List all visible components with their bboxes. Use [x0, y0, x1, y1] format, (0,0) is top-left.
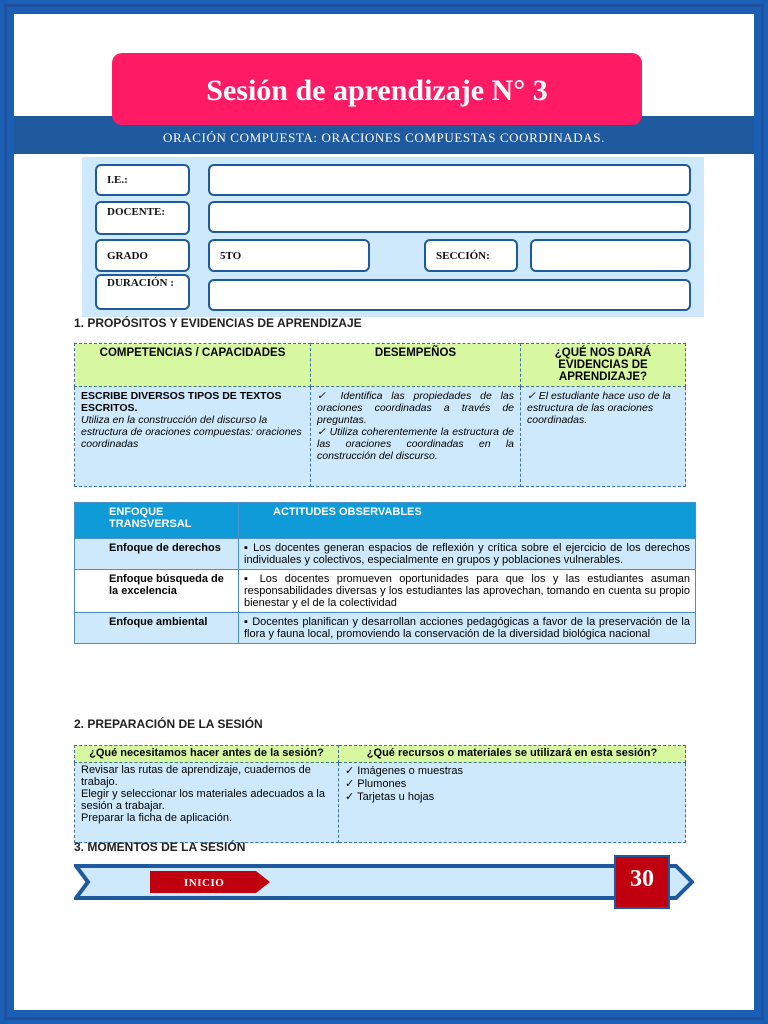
header-enfoque: ENFOQUE TRANSVERSAL	[75, 503, 239, 539]
ie-field[interactable]	[208, 164, 691, 196]
list-item: ✓ Tarjetas u hojas	[345, 791, 435, 803]
list-item: ✓ El estudiante hace uso de la estructura de las oraciones coordinadas.	[527, 390, 671, 426]
enfoques-table	[74, 502, 696, 644]
preparacion-table	[74, 745, 686, 843]
inicio-label: INICIO	[184, 877, 225, 889]
header-antes: ¿Qué necesitamos hacer antes de la sesión?	[75, 746, 339, 763]
competencia-title: ESCRIBE DIVERSOS TIPOS DE TEXTOS ESCRITOS.	[81, 390, 282, 414]
header-competencias: COMPETENCIAS / CAPACIDADES	[75, 344, 311, 387]
desempenos-cell	[311, 387, 521, 487]
list-item: ✓ Utiliza coherentemente la estructura de las oraciones coordinadas en la construcción del discurso.	[317, 426, 515, 462]
bullet-icon: ▪	[244, 573, 260, 585]
seccion-field[interactable]	[530, 239, 691, 272]
propositos-table	[74, 343, 686, 487]
enfoque-label: Enfoque búsqueda de la excelencia	[75, 570, 239, 613]
docente-field[interactable]	[208, 201, 691, 233]
list-item: Revisar las rutas de aprendizaje, cuadernos de trabajo.	[81, 764, 311, 788]
section-3-title: 3. MOMENTOS DE LA SESIÓN	[74, 840, 246, 854]
check-icon: ✓	[345, 778, 358, 790]
antes-cell	[75, 763, 339, 843]
minutes-badge: 30	[614, 855, 670, 909]
enfoque-desc: ▪ Los docentes generan espacios de reflexión y crítica sobre el ejercicio de los derechos individuales y colectivos, especialmente en grupos y poblaciones vulnerables.	[239, 539, 696, 570]
check-icon: ✓	[317, 426, 330, 438]
header-actitudes: ACTITUDES OBSERVABLES	[239, 503, 696, 539]
docente-label: DOCENTE:	[95, 201, 190, 235]
check-icon: ✓	[345, 765, 358, 777]
enfoque-desc: ▪ Los docentes promueven oportunidades para que los y las estudiantes asuman responsabilidades diversas y los estudiantes las aprovechan, tomando en cuenta su propio bienestar y el de la colectividad	[239, 570, 696, 613]
enfoque-desc: ▪ Docentes planifican y desarrollan acciones pedagógicas a favor de la preservación de la flora y fauna local, promoviendo la conservación de la diversidad biológica nacional	[239, 613, 696, 644]
grado-label: GRADO	[95, 239, 190, 272]
list-item: ✓ Plumones	[345, 778, 407, 790]
enfoque-label: Enfoque de derechos	[75, 539, 239, 570]
table-row	[75, 613, 696, 644]
list-item: Preparar la ficha de aplicación.	[81, 812, 233, 824]
list-item: ✓ Imágenes o muestras	[345, 765, 464, 777]
recursos-cell	[339, 763, 686, 843]
page-title: Sesión de aprendizaje N° 3	[112, 53, 642, 125]
seccion-label: SECCIÓN:	[424, 239, 518, 272]
list-item: Elegir y seleccionar los materiales adecuados a la sesión a trabajar.	[81, 788, 325, 812]
section-2-title: 2. PREPARACIÓN DE LA SESIÓN	[74, 717, 263, 731]
check-icon: ✓	[317, 390, 341, 402]
section-1-title: 1. PROPÓSITOS Y EVIDENCIAS DE APRENDIZAJE	[74, 316, 362, 330]
table-row	[75, 570, 696, 613]
bullet-icon: ▪	[244, 542, 254, 554]
enfoque-label: Enfoque ambiental	[75, 613, 239, 644]
duracion-label: DURACIÓN :	[95, 274, 190, 310]
header-evidencias: ¿QUÉ NOS DARÁ EVIDENCIAS DE APRENDIZAJE?	[521, 344, 686, 387]
grado-field[interactable]: 5TO	[208, 239, 370, 272]
duracion-field[interactable]	[208, 279, 691, 311]
competencia-desc: Utiliza en la construcción del discurso la estructura de oraciones compuestas: oraciones coordinadas	[81, 414, 302, 450]
list-item: ✓ Identifica las propiedades de las oraciones coordinadas a través de preguntas.	[317, 390, 515, 426]
table-row	[75, 539, 696, 570]
check-icon: ✓	[527, 390, 539, 402]
competencia-cell	[75, 387, 311, 487]
session-subtitle: ORACIÓN COMPUESTA: ORACIONES COMPUESTAS COORDINADAS.	[163, 130, 605, 145]
header-desempenos: DESEMPEÑOS	[311, 344, 521, 387]
ie-label: I.E.:	[95, 164, 190, 196]
evidencias-cell	[521, 387, 686, 487]
bullet-icon: ▪	[244, 616, 253, 628]
check-icon: ✓	[345, 791, 358, 803]
header-recursos: ¿Qué recursos o materiales se utilizará en esta sesión?	[339, 746, 686, 763]
